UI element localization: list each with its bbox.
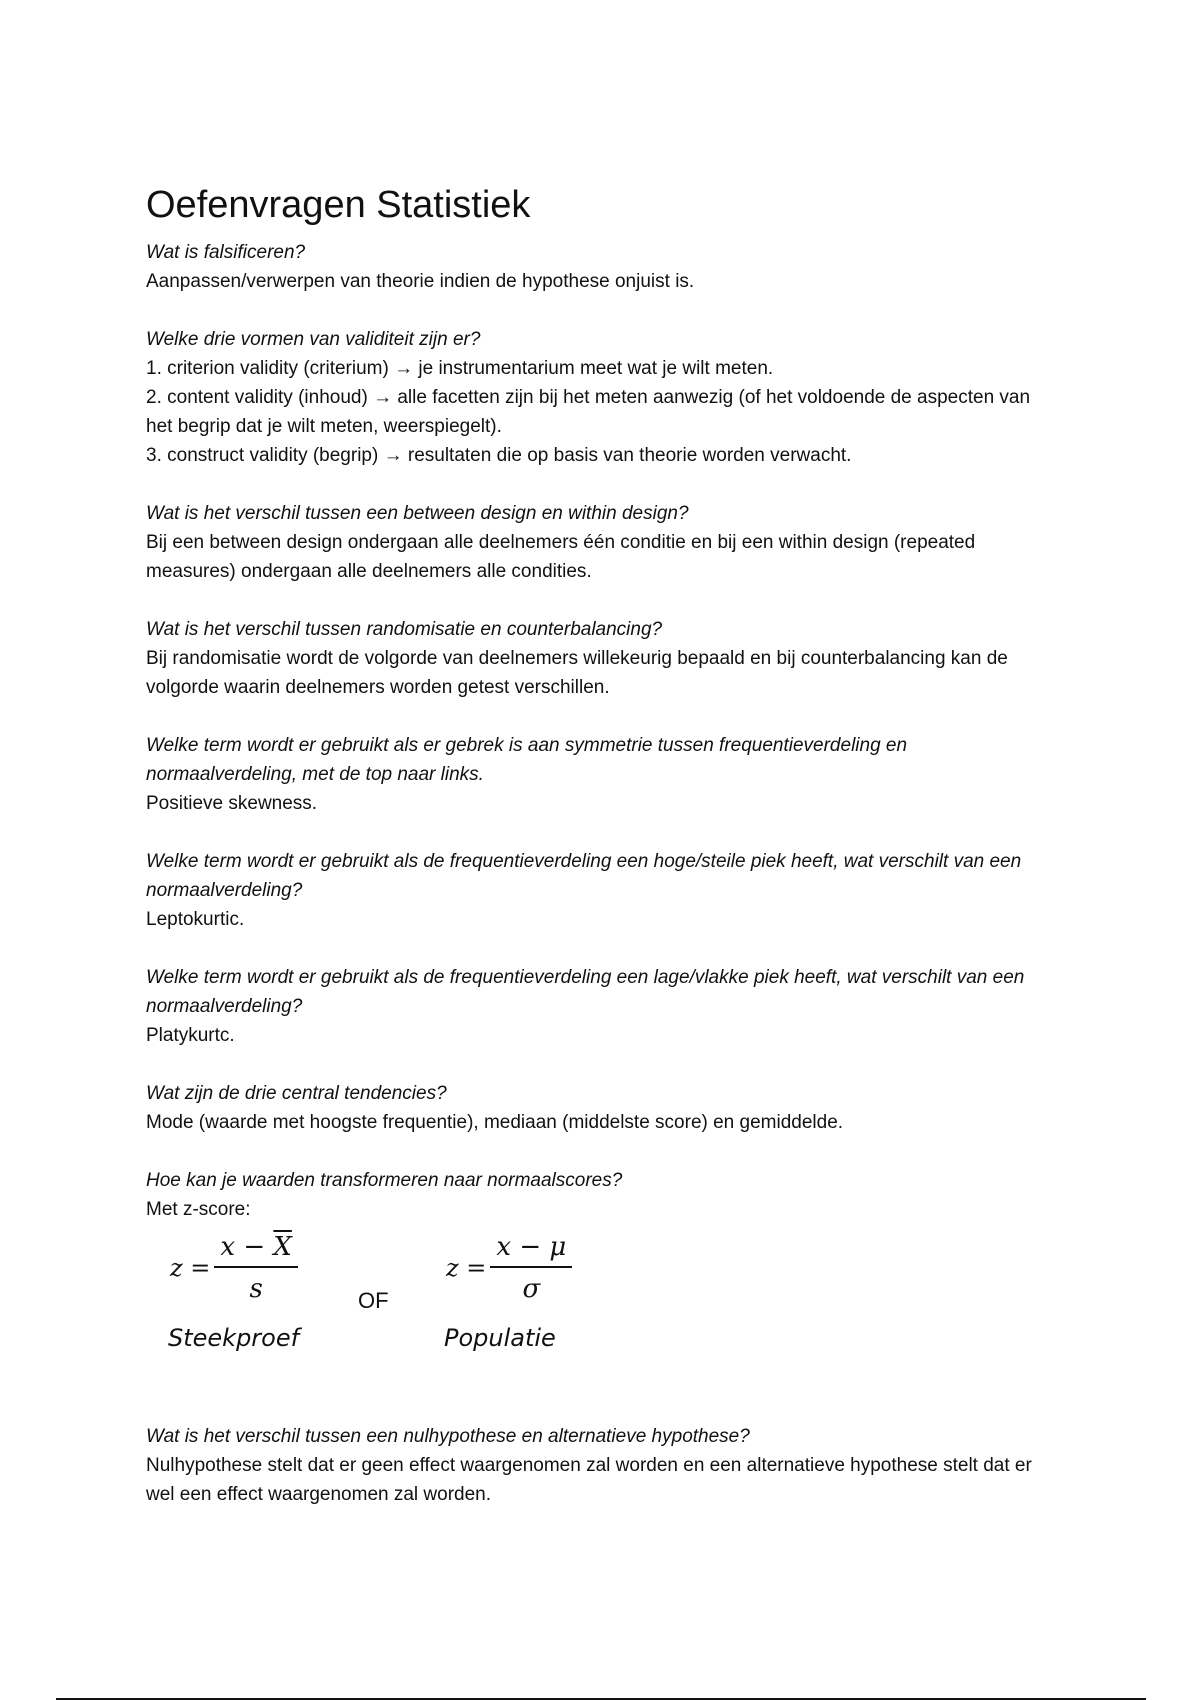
answer-line: 1. criterion validity (criterium) → je instrumentarium meet wat je wilt meten.	[146, 358, 774, 379]
population-fraction	[490, 1232, 572, 1304]
qa-item	[146, 238, 1056, 296]
sample-z-lhs: z =	[170, 1254, 211, 1282]
answer-line: Platykurtc.	[146, 1025, 235, 1046]
sample-mean-symbol: $\overline{X}$	[273, 1232, 292, 1262]
answer: Nulhypothese stelt dat er geen effect waargenomen zal worden en een alternatieve hypothese stelt dat er wel een effect waargenomen zal worden.	[146, 1455, 1032, 1505]
answer-line: Bij randomisatie wordt de volgorde van deelnemers willekeurig bepaald en bij counterbalancing kan de volgorde waarin deelnemers worden getest verschillen.	[146, 648, 1008, 698]
z-score-formulas	[146, 1232, 1056, 1382]
question: Welke term wordt er gebruikt als de frequentieverdeling een lage/vlakke piek heeft, wat verschilt van een normaalverdeling?	[146, 967, 1025, 1017]
answer-line: Mode (waarde met hoogste frequentie), mediaan (middelste score) en gemiddelde.	[146, 1112, 844, 1133]
question: Wat is falsificeren?	[146, 242, 306, 263]
answer-line: Aanpassen/verwerpen van theorie indien de hypothese onjuist is.	[146, 271, 695, 292]
answer-line: Bij een between design ondergaan alle deelnemers één conditie en bij een within design (repeated measures) ondergaan alle deelnemers alle condities.	[146, 532, 976, 582]
qa-item	[146, 499, 1056, 586]
population-denominator: σ	[522, 1274, 541, 1304]
sample-z-formula	[170, 1232, 298, 1304]
qa-item	[146, 615, 1056, 702]
question: Hoe kan je waarden transformeren naar normaalscores?	[146, 1170, 623, 1191]
qa-item	[146, 1422, 1056, 1509]
document-title: Oefenvragen Statistiek	[146, 184, 531, 226]
answer-line: Leptokurtic.	[146, 909, 245, 930]
qa-item	[146, 1079, 1056, 1137]
sample-numerator	[214, 1232, 298, 1268]
qa-item	[146, 963, 1056, 1050]
question: Welke drie vormen van validiteit zijn er?	[146, 329, 481, 350]
answer-line: 2. content validity (inhoud) → alle facetten zijn bij het meten aanwezig (of het voldoende de aspecten van het begrip dat je wilt meten, weerspiegelt).	[146, 387, 1031, 437]
qa-item	[146, 1166, 1056, 1224]
answer-line: Positieve skewness.	[146, 793, 318, 814]
sample-denominator: s	[249, 1274, 263, 1304]
answer-line: 3. construct validity (begrip) → resultaten die op basis van theorie worden verwacht.	[146, 445, 852, 466]
formula-separator: OF	[358, 1288, 389, 1313]
answer-line: Met z-score:	[146, 1199, 251, 1220]
question: Wat is het verschil tussen een nulhypothese en alternatieve hypothese?	[146, 1426, 750, 1447]
population-label: Populatie	[444, 1324, 556, 1352]
sample-fraction	[214, 1232, 298, 1304]
question: Welke term wordt er gebruikt als er gebrek is aan symmetrie tussen frequentieverdeling en normaalverdeling, met de top naar links.	[146, 735, 908, 785]
question: Wat is het verschil tussen een between design en within design?	[146, 503, 689, 524]
population-z-formula	[446, 1232, 572, 1304]
population-z-lhs: z =	[446, 1254, 487, 1282]
qa-item	[146, 847, 1056, 934]
qa-item	[146, 325, 1056, 470]
question: Welke term wordt er gebruikt als de frequentieverdeling een hoge/steile piek heeft, wat verschilt van een normaalverdeling?	[146, 851, 1022, 901]
document-page	[146, 182, 1056, 1538]
qa-list	[146, 238, 1056, 1224]
sample-label: Steekproef	[168, 1324, 300, 1352]
question: Wat zijn de drie central tendencies?	[146, 1083, 447, 1104]
population-numerator: x − μ	[490, 1232, 572, 1268]
qa-item	[146, 731, 1056, 818]
question: Wat is het verschil tussen randomisatie en counterbalancing?	[146, 619, 663, 640]
sample-numerator-x: x −	[220, 1232, 266, 1262]
